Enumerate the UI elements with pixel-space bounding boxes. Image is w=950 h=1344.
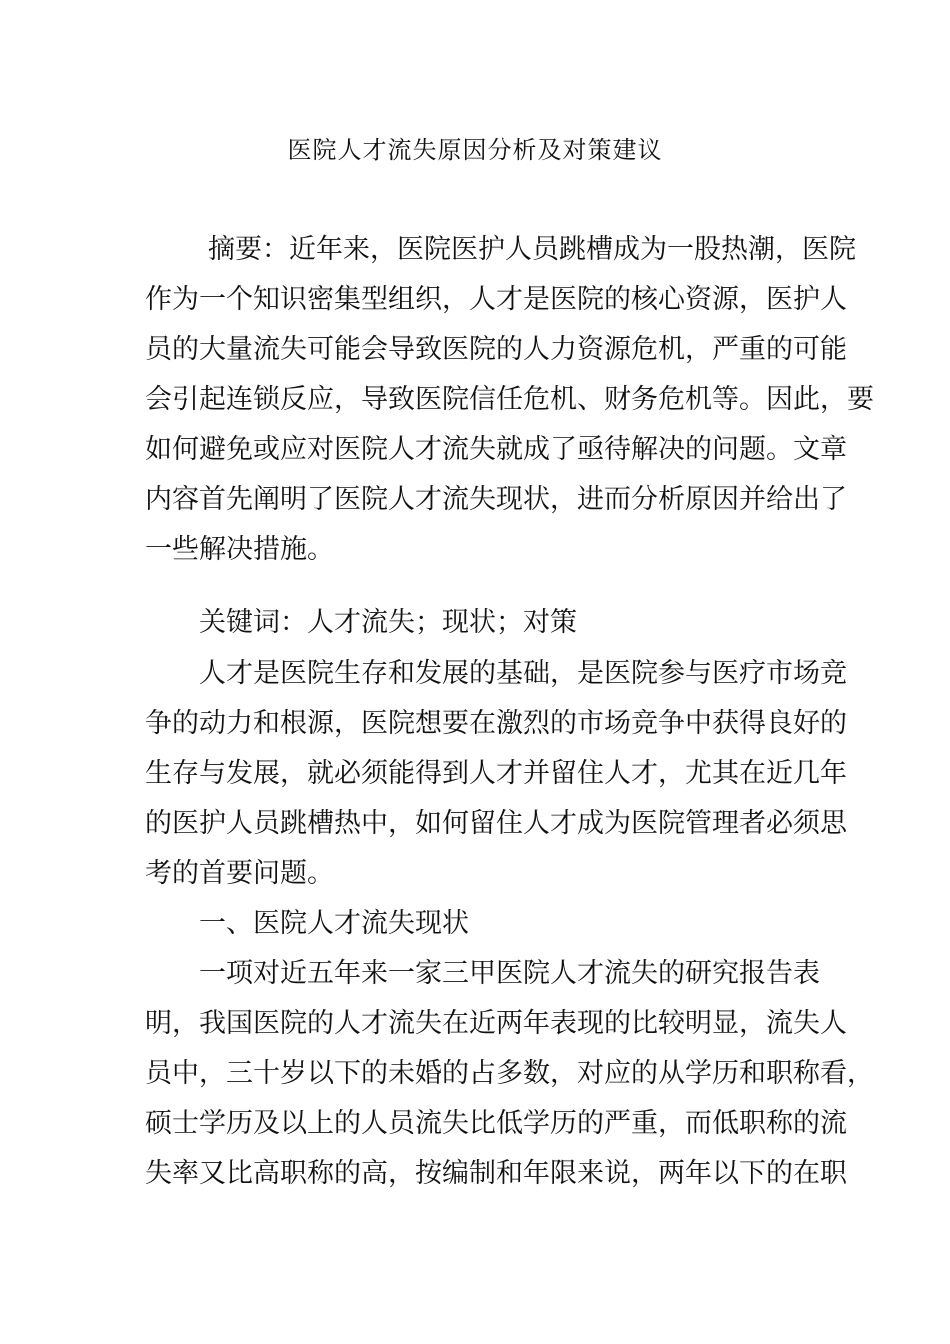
intro-line-4: 的医护人员跳槽热中，如何留住人才成为医院管理者必须思 [145,808,847,839]
section1-line-4: 硕士学历及以上的人员流失比低学历的严重，而低职称的流 [145,1108,847,1139]
abstract-line-7: 一些解决措施。 [145,534,334,565]
abstract-line-1: 摘要：近年来，医院医护人员跳槽成为一股热潮，医院 [208,234,856,265]
section-heading: 一、医院人才流失现状 [199,908,469,939]
abstract-line-6: 内容首先阐明了医院人才流失现状，进而分析原因并给出了 [145,484,847,515]
section1-line-2: 明，我国医院的人才流失在近两年表现的比较明显，流失人 [145,1008,847,1039]
intro-line-5: 考的首要问题。 [145,858,334,889]
abstract-line-4: 会引起连锁反应，导致医院信任危机、财务危机等。因此，要 [145,384,874,415]
section1-line-5: 失率又比高职称的高，按编制和年限来说，两年以下的在职 [145,1158,847,1189]
document-title: 医院人才流失原因分析及对策建议 [287,136,663,164]
keywords-line: 关键词：人才流失；现状；对策 [199,607,577,638]
section1-line-3: 员中，三十岁以下的未婚的占多数，对应的从学历和职称看， [145,1058,874,1089]
intro-line-3: 生存与发展，就必须能得到人才并留住人才，尤其在近几年 [145,758,847,789]
abstract-line-5: 如何避免或应对医院人才流失就成了亟待解决的问题。文章 [145,434,847,465]
intro-line-1: 人才是医院生存和发展的基础，是医院参与医疗市场竞 [199,658,847,689]
abstract-line-3: 员的大量流失可能会导致医院的人力资源危机，严重的可能 [145,334,847,365]
abstract-line-2: 作为一个知识密集型组织，人才是医院的核心资源，医护人 [145,284,847,315]
intro-line-2: 争的动力和根源，医院想要在激烈的市场竞争中获得良好的 [145,708,847,739]
section1-line-1: 一项对近五年来一家三甲医院人才流失的研究报告表 [199,958,820,989]
